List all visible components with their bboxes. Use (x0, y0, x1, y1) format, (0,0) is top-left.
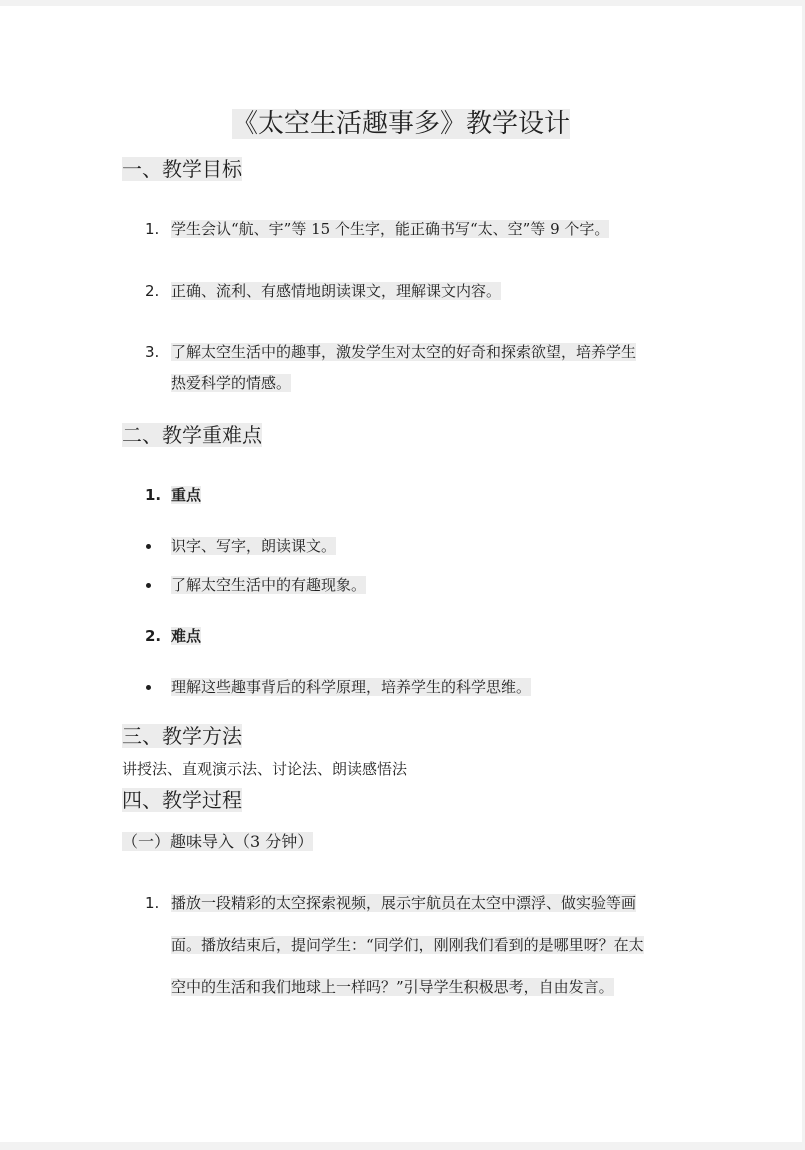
bullet-dot (146, 583, 151, 588)
difficulty-label: 难点 (171, 627, 202, 645)
objective-number-2: 2. (145, 282, 160, 300)
document-page (0, 6, 802, 1142)
objective-number-3: 3. (145, 343, 160, 361)
objective-text-2: 正确、流利、有感情地朗读课文，理解课文内容。 (171, 282, 502, 300)
objective-text-3-line-2: 热爱科学的情感。 (171, 374, 292, 392)
section-heading-methods: 三、教学方法 (122, 724, 242, 748)
section-heading-key-points: 二、教学重难点 (122, 423, 262, 447)
key-point-label: 重点 (171, 486, 202, 504)
objective-number-1: 1. (145, 220, 160, 238)
difficulty-bullet-1: 理解这些趣事背后的科学原理，培养学生的科学思维。 (171, 678, 532, 696)
objective-text-1: 学生会认“航、宇”等 15 个生字，能正确书写“太、空”等 9 个字。 (171, 220, 610, 238)
objective-text-3-line-1: 了解太空生活中的趣事，激发学生对太空的好奇和探索欲望，培养学生 (171, 343, 637, 361)
document-title: 《太空生活趣事多》教学设计 (231, 109, 570, 139)
key-point-bullet-2: 了解太空生活中的有趣现象。 (171, 576, 367, 594)
section-heading-objectives: 一、教学目标 (122, 157, 242, 181)
key-point-bullet-1: 识字、写字，朗读课文。 (171, 537, 337, 555)
bullet-dot (146, 544, 151, 549)
section-heading-process: 四、教学过程 (122, 788, 242, 812)
key-point-number: 1. (145, 486, 162, 504)
process-text-1-line-2: 面。播放结束后，提问学生：“同学们，刚刚我们看到的是哪里呀？在太 (171, 936, 644, 954)
process-number-1: 1. (145, 894, 160, 912)
methods-text: 讲授法、直观演示法、讨论法、朗读感悟法 (122, 760, 408, 778)
process-text-1-line-1: 播放一段精彩的太空探索视频，展示宇航员在太空中漂浮、做实验等画 (171, 894, 637, 912)
bullet-dot (146, 685, 151, 690)
process-subheading: （一）趣味导入（3 分钟） (122, 832, 314, 851)
process-text-1-line-3: 空中的生活和我们地球上一样吗？”引导学生积极思考，自由发言。 (171, 978, 614, 996)
difficulty-number: 2. (145, 627, 162, 645)
